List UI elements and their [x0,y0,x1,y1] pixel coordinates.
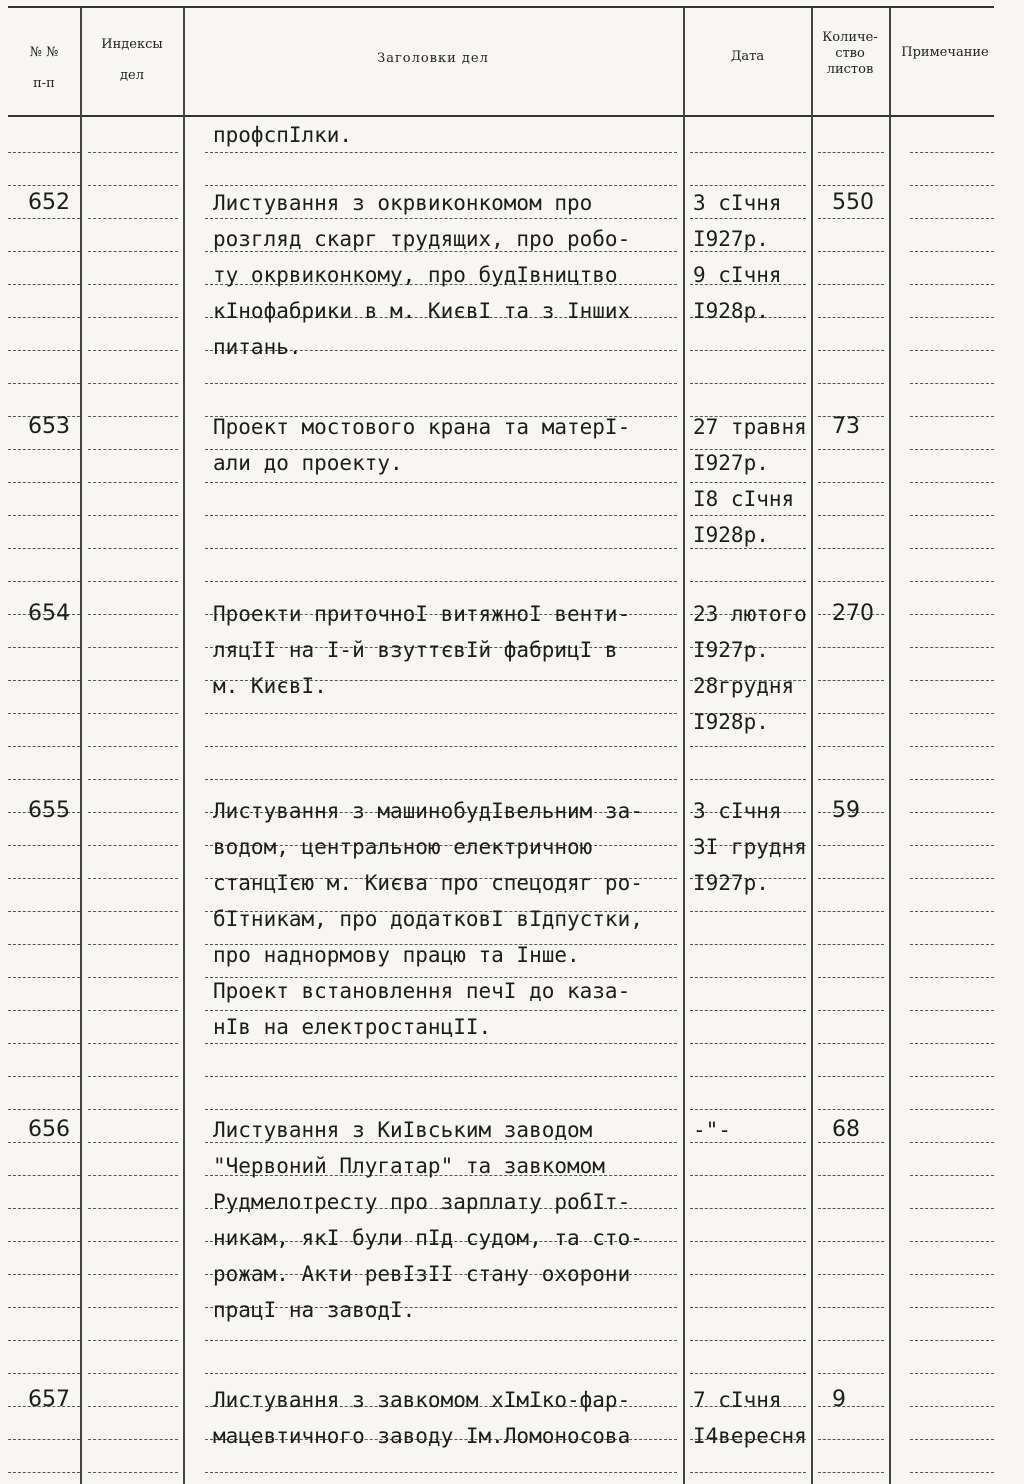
ruled-line [8,878,80,879]
ruled-line [818,515,884,516]
ruled-line [8,1307,80,1308]
ruled-line [910,1109,994,1110]
row-title-line: Проект встановлення печІ до каза- [213,979,631,1003]
ruled-line [818,1373,884,1374]
ruled-line [88,1340,178,1341]
ruled-line [88,779,178,780]
row-title-line: Листування з окрвиконкомом про [213,191,593,215]
row-title-line: ту окрвиконкому, про будІвництво [213,263,618,287]
ruled-line [818,1043,884,1044]
header-index-label: Индексы [101,37,163,52]
row-sheets: 73 [832,414,860,439]
ruled-line [690,1340,806,1341]
ruled-line [8,1472,80,1473]
ruled-line [8,713,80,714]
row-title-line: "Червоний Плугатар" та завкомом [213,1154,605,1178]
ruled-line [8,1076,80,1077]
row-title-line: кІнофабрики в м. КиєвІ та з Інших [213,299,631,323]
ruled-line [690,1241,806,1242]
ruled-line [8,449,80,450]
ruled-line [205,548,677,549]
ruled-line [910,185,994,186]
ruled-line [818,1109,884,1110]
ruled-line [88,977,178,978]
ruled-line [88,878,178,879]
ruled-line [910,548,994,549]
ruled-line [910,1010,994,1011]
ruled-line [818,1340,884,1341]
ruled-line [690,548,806,549]
header-number-label: № № [29,45,59,60]
ruled-line [88,680,178,681]
ruled-line [690,1109,806,1110]
ruled-line [8,1340,80,1341]
ruled-line [88,284,178,285]
ruled-line [910,779,994,780]
ruled-line [910,911,994,912]
row-title-line: Проекти приточноІ витяжноІ венти- [213,602,631,626]
ruled-line [910,1142,994,1143]
ruled-line [690,977,806,978]
ruled-line [88,1109,178,1110]
ruled-line [205,152,677,153]
top-rule [8,6,994,8]
row-date-line: 3 сІчня [693,799,782,823]
ruled-line [88,383,178,384]
ruled-line [910,383,994,384]
row-date-line: І927р. [693,451,769,475]
ruled-line [910,416,994,417]
row-title-line: Листування з завкомом хІмІко-фар- [213,1388,631,1412]
row-title-line: али до проекту. [213,451,403,475]
ruled-line [818,548,884,549]
row-date-line: 27 травня [693,415,807,439]
ruled-line [8,515,80,516]
ruled-line [8,746,80,747]
row-title-line: Проект мостового крана та матерІ- [213,415,631,439]
ruled-line [8,548,80,549]
ruled-line [690,779,806,780]
ruled-line [818,1307,884,1308]
ruled-line [910,944,994,945]
ruled-line [690,1043,806,1044]
row-title-line: Листування з КиІвським заводом [213,1118,593,1142]
ruled-line [910,1373,994,1374]
ruled-line [910,977,994,978]
ruled-line [910,350,994,351]
ruled-line [690,944,806,945]
ruled-line [818,1010,884,1011]
ruled-line [205,1076,677,1077]
ruled-line [690,1010,806,1011]
ruled-line [8,779,80,780]
ruled-line [690,185,806,186]
row-number: 655 [28,798,70,823]
ruled-line [690,1175,806,1176]
ruled-line [690,1307,806,1308]
row-title-line: розгляд скарг трудящих, про робо- [213,227,631,251]
ruled-line [910,218,994,219]
ruled-line [910,581,994,582]
row-title-line: станцІєю м. Києва про спецодяг ро- [213,871,643,895]
ruled-line [88,1175,178,1176]
row-date-line: 3 сІчня [693,191,782,215]
row-date-line: І927р. [693,871,769,895]
ruled-line [910,1208,994,1209]
ruled-line [88,1043,178,1044]
ruled-line [8,680,80,681]
ruled-line [910,1307,994,1308]
ruled-line [205,1010,677,1011]
row-date-line: 3І грудня [693,835,807,859]
ruled-line [8,1109,80,1110]
ruled-line [8,977,80,978]
ruled-line [690,218,806,219]
ruled-line [690,1208,806,1209]
row-date-line: І927р. [693,638,769,662]
ruled-line [88,218,178,219]
ruled-line [910,1175,994,1176]
header-index [82,36,182,84]
row-date-line: 7 сІчня [693,1388,782,1412]
row-number: 657 [28,1387,70,1412]
ruled-line [8,1241,80,1242]
ruled-line [818,1175,884,1176]
ruled-line [690,482,806,483]
ruled-line [690,1472,806,1473]
ruled-line [205,713,677,714]
row-number: 654 [28,601,70,626]
ruled-line [88,548,178,549]
row-sheets: 270 [832,601,874,626]
ruled-line [88,1406,178,1407]
ruled-line [205,779,677,780]
ruled-line [690,911,806,912]
ruled-line [910,515,994,516]
row-title-line: м. КиєвІ. [213,674,327,698]
ruled-line [910,845,994,846]
row-date-line: І928р. [693,710,769,734]
ruled-line [205,1340,677,1341]
row-sheets: 9 [832,1387,846,1412]
ruled-line [8,581,80,582]
ruled-line [818,911,884,912]
ruled-line [818,647,884,648]
ruled-line [690,1076,806,1077]
ruled-line [818,944,884,945]
row-title-line: Рудмелотресту про зарплату робІт- [213,1190,631,1214]
row-title-line: про наднормову працю та Інше. [213,943,580,967]
ruled-line [8,350,80,351]
ruled-line [690,1274,806,1275]
ruled-line [818,350,884,351]
row-date-line: І4вересня [693,1424,807,1448]
ruled-line [910,1340,994,1341]
ruled-line [88,515,178,516]
ruled-line [818,1208,884,1209]
ruled-line [8,1274,80,1275]
ruled-line [205,1472,677,1473]
ruled-line [88,845,178,846]
row-date-line: І928р. [693,299,769,323]
row-title-line: працІ на заводІ. [213,1298,416,1322]
ruled-line [818,1439,884,1440]
ruled-line [818,449,884,450]
row-date-line: -"- [693,1118,731,1142]
ruled-line [88,1241,178,1242]
ruled-line [8,1208,80,1209]
ruled-line [205,383,677,384]
ruled-line [818,845,884,846]
ruled-line [8,383,80,384]
ruled-line [690,350,806,351]
ruled-line [818,1241,884,1242]
header-bottom-rule [8,115,994,117]
ruled-line [88,317,178,318]
ruled-line [910,1241,994,1242]
row-date-line: І8 сІчня [693,487,795,511]
row-date-line: І928р. [693,523,769,547]
ruled-line [818,251,884,252]
ruled-line [910,251,994,252]
ruled-line [818,680,884,681]
ruled-line [910,878,994,879]
ruled-line [910,482,994,483]
ruled-line [690,383,806,384]
row-date-line: 23 лютого [693,602,807,626]
ruled-line [8,845,80,846]
ruled-line [8,1175,80,1176]
ruled-line [818,581,884,582]
ruled-line [88,482,178,483]
ruled-line [8,647,80,648]
ruled-line [8,185,80,186]
ruled-line [88,1142,178,1143]
ruled-line [88,1274,178,1275]
row-sheets: 550 [832,190,874,215]
ruled-line [88,812,178,813]
ruled-line [205,746,677,747]
ruled-line [818,482,884,483]
row-title-line: мацевтичного заводу Ім.Ломоносова [213,1424,631,1448]
ruled-line [88,416,178,417]
ruled-line [910,812,994,813]
ruled-line [205,1109,677,1110]
ruled-line [8,152,80,153]
ruled-line [8,482,80,483]
ruled-line [818,1406,884,1407]
row-number: 652 [28,190,70,215]
ruled-line [818,878,884,879]
ruled-line [910,1043,994,1044]
ruled-line [88,746,178,747]
ruled-line [88,944,178,945]
header-note: Примечание [901,45,989,60]
ruled-line [205,581,677,582]
row-sheets: 59 [832,798,860,823]
ruled-line [818,383,884,384]
ruled-line [910,1274,994,1275]
ruled-line [88,1076,178,1077]
ruled-line [8,1043,80,1044]
ruled-line [8,218,80,219]
ruled-line [818,1076,884,1077]
ruled-line [910,1439,994,1440]
header-sheets-line3: листов [826,62,874,77]
ruled-line [910,614,994,615]
ruled-line [910,1406,994,1407]
ruled-line [205,515,677,516]
ruled-line [910,152,994,153]
ruled-line [88,251,178,252]
ruled-line [205,1043,677,1044]
ruled-line [88,1010,178,1011]
ruled-line [8,1010,80,1011]
row-title-line: ляцІІ на І-й взуттєвІй фабрицІ в [213,638,618,662]
ruled-line [8,284,80,285]
ruled-line [690,746,806,747]
ruled-line [8,911,80,912]
row-date-line: І927р. [693,227,769,251]
ruled-line [818,317,884,318]
ruled-line [88,1373,178,1374]
ruled-line [910,1076,994,1077]
ruled-line [88,713,178,714]
column-divider [683,8,685,1484]
row-title-line: нІв на електростанцІІ. [213,1015,492,1039]
row-number: 653 [28,414,70,439]
column-divider [889,8,891,1484]
header-sheets-line2: ство [835,46,865,61]
ruled-line [88,1439,178,1440]
ruled-line [910,1472,994,1473]
ruled-line [910,647,994,648]
row-title-line: профспІлки. [213,123,353,147]
row-date-line: 28грудня [693,674,795,698]
row-title-line: никам, якІ були пІд судом, та сто- [213,1226,643,1250]
ruled-line [88,647,178,648]
ruled-line [910,713,994,714]
ruled-line [88,1472,178,1473]
ruled-line [88,152,178,153]
ruled-line [690,515,806,516]
ruled-line [205,482,677,483]
ruled-line [910,680,994,681]
ruled-line [8,317,80,318]
ruled-line [818,152,884,153]
ruled-line [818,1472,884,1473]
ruled-line [910,746,994,747]
ruled-line [88,350,178,351]
ruled-line [88,1208,178,1209]
column-divider [80,8,82,1484]
ruled-line [818,779,884,780]
ruled-line [818,185,884,186]
ruled-line [818,284,884,285]
row-title-line: рожам. Акти ревІзІІ стану охорони [213,1262,631,1286]
ruled-line [818,1274,884,1275]
ruled-line [205,1373,677,1374]
header-date: Дата [730,49,765,64]
ruled-line [88,449,178,450]
row-number: 656 [28,1117,70,1142]
ruled-line [690,1373,806,1374]
ruled-line [88,1307,178,1308]
row-title-line: бІтникам, про додатковІ вІдпустки, [213,907,643,931]
ruled-line [205,218,677,219]
ruled-line [690,152,806,153]
header-sheets [812,30,888,78]
ruled-line [8,944,80,945]
column-divider [811,8,813,1484]
ruled-line [818,977,884,978]
row-sheets: 68 [832,1117,860,1142]
ruled-line [88,185,178,186]
ruled-line [8,1373,80,1374]
column-divider [183,8,185,1484]
row-title-line: Листування з машинобудІвельним за- [213,799,643,823]
ruled-line [8,251,80,252]
row-date-line: 9 сІчня [693,263,782,287]
ruled-line [88,614,178,615]
ruled-line [910,449,994,450]
ruled-line [8,1439,80,1440]
header-number-sub: п-п [33,76,55,91]
ruled-line [910,317,994,318]
header-index-sub: дел [120,68,144,83]
header-title: Заголовки дел [377,51,489,66]
header-sheets-line1: Количе- [822,30,878,45]
ruled-line [88,911,178,912]
ruled-line [910,284,994,285]
ruled-line [88,581,178,582]
row-title-line: питань. [213,335,302,359]
ruled-line [818,218,884,219]
header-number [8,44,80,92]
ruled-line [818,746,884,747]
ruled-line [205,185,677,186]
row-title-line: водом, центральною електричною [213,835,593,859]
ruled-line [690,581,806,582]
ruled-line [818,713,884,714]
